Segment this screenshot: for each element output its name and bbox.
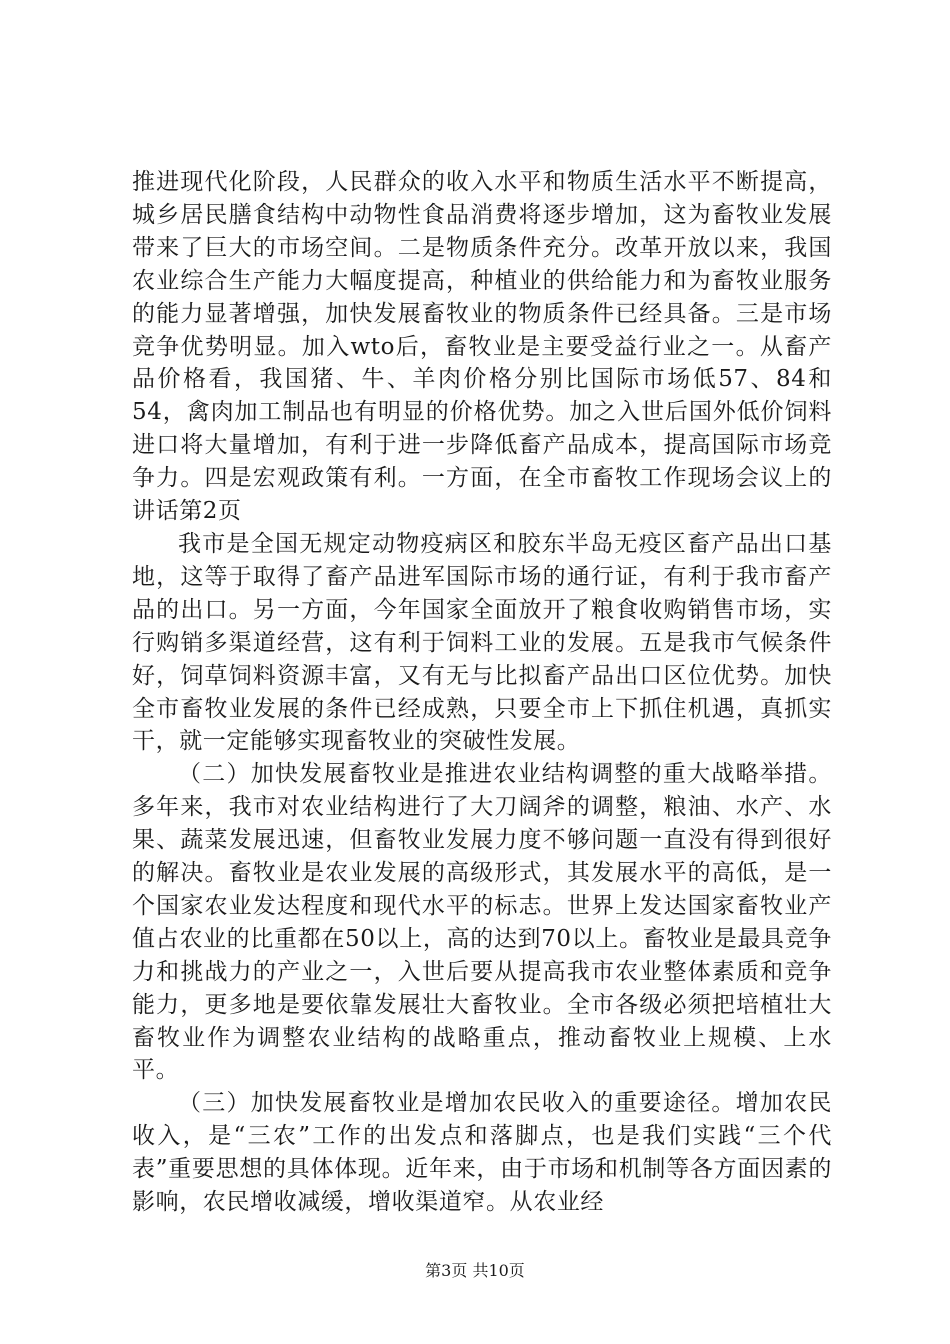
document-body [132, 166, 832, 1219]
page-footer: 第3页 共10页 [425, 1261, 525, 1280]
paragraph-1: 推进现代化阶段，人民群众的收入水平和物质生活水平不断提高，城乡居民膳食结构中动物性食品消费将逐步增加，这为畜牧业发展带来了巨大的市场空间。二是物质条件充分。改革开放以来，我国农业综合生产能力大幅度提高，种植业的供给能力和为畜牧业服务的能力显著增强，加快发展畜牧业的物质条件已经具备。三是市场竞争优势明显。加入wto后，畜牧业是主要受益行业之一。从畜产品价格看，我国猪、牛、羊肉价格分别比国际市场低57、84和54，禽肉加工制品也有明显的价格优势。加之入世后国外低价饲料进口将大量增加，有利于进一步降低畜产品成本，提高国际市场竞争力。四是宏观政策有利。一方面，在全市畜牧工作现场会议上的讲话第2页 [132, 169, 832, 525]
paragraph-2: 我市是全国无规定动物疫病区和胶东半岛无疫区畜产品出口基地，这等于取得了畜产品进军国际市场的通行证，有利于我市畜产品的出口。另一方面，今年国家全面放开了粮食收购销售市场，实行购销多渠道经营，这有利于饲料工业的发展。五是我市气候条件好，饲草饲料资源丰富，又有无与比拟畜产品出口区位优势。加快全市畜牧业发展的条件已经成熟，只要全市上下抓住机遇，真抓实干，就一定能够实现畜牧业的突破性发展。 [132, 530, 832, 755]
paragraph-3: （二）加快发展畜牧业是推进农业结构调整的重大战略举措。多年来，我市对农业结构进行了大刀阔斧的调整，粮油、水产、水果、蔬菜发展迅速，但畜牧业发展力度不够问题一直没有得到很好的解决。畜牧业是农业发展的高级形式，其发展水平的高低，是一个国家农业发达程度和现代水平的标志。世界上发达国家畜牧业产值占农业的比重都在50以上，高的达到70以上。畜牧业是最具竞争力和挑战力的产业之一，入世后要从提高我市农业整体素质和竞争能力，更多地是要依靠发展壮大畜牧业。全市各级必须把培植壮大畜牧业作为调整农业结构的战略重点，推动畜牧业上规模、上水平。 [132, 761, 832, 1084]
paragraph-4: （三）加快发展畜牧业是增加农民收入的重要途径。增加农民收入，是“三农”工作的出发点和落脚点，也是我们实践“三个代表”重要思想的具体体现。近年来，由于市场和机制等各方面因素的影响，农民增收减缓，增收渠道窄。从农业经 [132, 1090, 832, 1216]
